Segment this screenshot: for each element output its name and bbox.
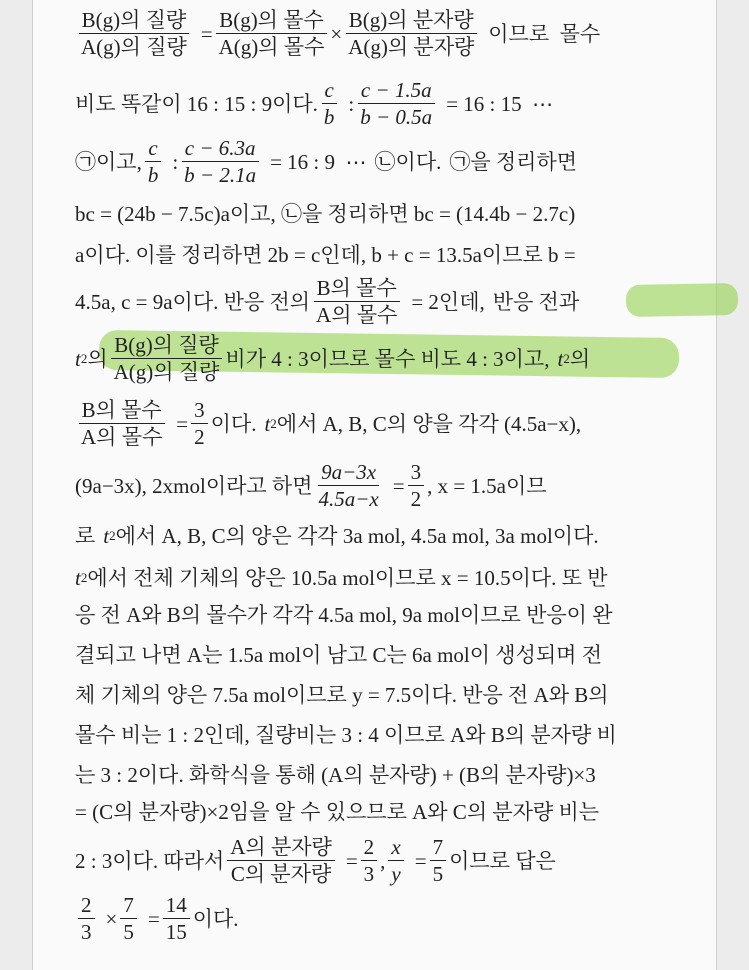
fraction: $\frac{2}{3}$ [78,893,95,944]
highlight-mark [626,283,739,317]
fraction: $\frac{3}{2}$ [408,460,425,511]
line-7: t 2 의 $\frac{\text{B(g)의 질량}}{\text{A(g)의 질량}}$ 비가 4 : 3이므로 몰수 비도 4 : 3이고, t 2 의 [75,333,591,384]
fraction: $\frac{c - 1.5a}{b - 0.5a}$ [357,78,435,129]
fraction: $\frac{c}{b}$ [321,78,338,129]
fraction: $\frac{14}{15}$ [163,893,190,944]
fraction: $\frac{9a-3x}{4.5a-x}$ [318,460,379,511]
fraction: $\frac{\text{A의 분자량}}{\text{C의 분자량}}$ [227,835,335,886]
line-6: 4.5a, c = 9a이다. 반응 전의 $\frac{\text{B의 몰수}}{\text{A의 몰수}}$ = 2인데, 반응 전과 [75,276,580,327]
line-2: 비도 똑같이 16 : 15 : 9이다. $\frac{c}{b}$ : $\frac{c - 1.5a}{b - 0.5a}$ = 16 : 15 ⋯ [75,78,554,129]
line-4: bc = (24b − 7.5c)a이고, ㉡을 정리하면 bc = (14.4b − 2.7c) [75,202,576,226]
fraction: $\frac{\text{B(g)의 분자량}}{\text{A(g)의 분자량}}$ [345,8,477,59]
line-9: (9a−3x), 2xmol이라고 하면 $\frac{9a-3x}{4.5a-x}$ = $\frac{3}{2}$ , x = 1.5a이므 [75,460,547,511]
line-3: ㉠ 이고, $\frac{c}{b}$ : $\frac{c - 6.3a}{b - 2.1a}$ = 16 : 9 ⋯ ㉡ 이다. ㉠ 을 정리하면 [75,136,578,187]
line-13: 결되고 나면 A는 1.5a mol이 남고 C는 6a mol이 생성되며 전 [75,643,602,667]
fraction: $\frac{x}{y}$ [388,835,403,886]
line-12: 응 전 A와 B의 몰수가 각각 4.5a mol, 9a mol이므로 반응이 완 [75,603,613,627]
line-19: $\frac{2}{3}$ × $\frac{7}{5}$ = $\frac{14}{15}$ 이다. [75,893,239,944]
line-8: $\frac{\text{B의 몰수}}{\text{A의 몰수}}$ = $\frac{3}{2}$ 이다. t 2 에서 A, B, C의 양을 각각 (4.5a−x), [75,398,581,449]
solution-page [32,0,717,970]
line-11: t 2 에서 전체 기체의 양은 10.5a mol이므로 x = 10.5이다. 또 반 [75,566,608,590]
fraction: $\frac{\text{B의 몰수}}{\text{A의 몰수}}$ [78,398,165,449]
line-5: a이다. 이를 정리하면 2b = c인데, b + c = 13.5a이므로 b = [75,243,576,267]
line-10: 로 t 2 에서 A, B, C의 양은 각각 3a mol, 4.5a mol, 3a mol이다. [75,524,599,548]
fraction: $\frac{2}{3}$ [361,835,378,886]
line-1: $\frac{\text{B(g)의 질량}}{\text{A(g)의 질량}}$ = $\frac{\text{B(g)의 몰수}}{\text{A(g)의 몰수}}$ × $\frac{\text{B(g)의 분자량}}{\text{A(g)의 분자량}}$ 이므로 몰수 [75,8,600,59]
fraction: $\frac{c - 6.3a}{b - 2.1a}$ [181,136,259,187]
line-14: 체 기체의 양은 7.5a mol이므로 y = 7.5이다. 반응 전 A와 B의 [75,683,609,707]
line-17: = (C의 분자량)×2임을 알 수 있으므로 A와 C의 분자량 비는 [75,800,600,824]
line-18: 2 : 3이다. 따라서 $\frac{\text{A의 분자량}}{\text{C의 분자량}}$ = $\frac{2}{3}$ , $\frac{x}{y}$ = $\frac{7}{5}$ 이므로 답은 [75,835,556,886]
line-15: 몰수 비는 1 : 2인데, 질량비는 3 : 4 이므로 A와 B의 분자량 비 [75,723,617,747]
fraction: $\frac{3}{2}$ [191,398,208,449]
fraction: $\frac{c}{b}$ [145,136,162,187]
line-16: 는 3 : 2이다. 화학식을 통해 (A의 분자량) + (B의 분자량)×3 [75,763,596,787]
fraction: $\frac{\text{B(g)의 질량}}{\text{A(g)의 질량}}$ [78,8,190,59]
fraction: $\frac{\text{B(g)의 질량}}{\text{A(g)의 질량}}$ [111,333,223,384]
fraction: $\frac{\text{B(g)의 몰수}}{\text{A(g)의 몰수}}$ [216,8,328,59]
fraction: $\frac{7}{5}$ [430,835,447,886]
fraction: $\frac{\text{B의 몰수}}{\text{A의 몰수}}$ [313,276,400,327]
fraction: $\frac{7}{5}$ [120,893,137,944]
